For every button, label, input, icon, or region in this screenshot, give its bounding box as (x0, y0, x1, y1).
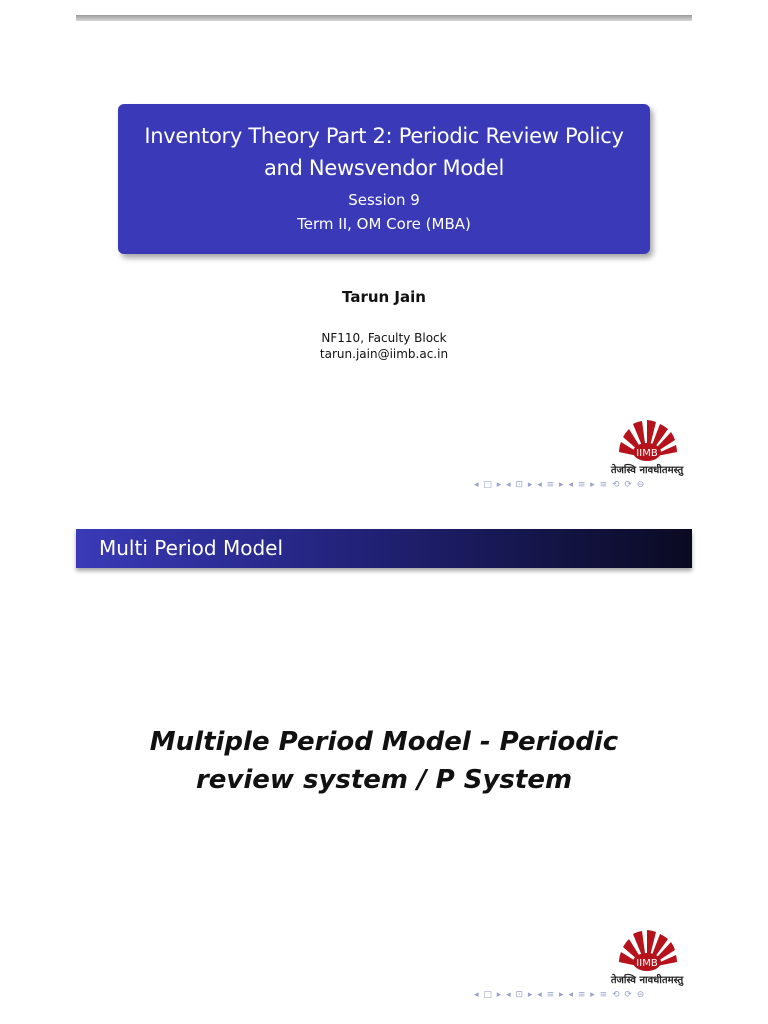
iimb-logo (607, 412, 687, 476)
section-heading-line2: review system / P System (195, 765, 573, 795)
beamer-navigation[interactable]: ◂ □ ▸ ◂ ⊡ ▸ ◂ ≡ ▸ ◂ ≡ ▸ ≡ ⟲ ⟳ ⊖ (474, 480, 646, 490)
title-block (118, 104, 650, 254)
author-office: NF110, Faculty Block (321, 331, 447, 345)
beamer-navigation[interactable]: ◂ □ ▸ ◂ ⊡ ▸ ◂ ≡ ▸ ◂ ≡ ▸ ≡ ⟲ ⟳ ⊖ (474, 990, 646, 1000)
logo-text: IIMB (636, 958, 658, 969)
logo-text: IIMB (636, 448, 658, 459)
frame-title-bar (76, 529, 692, 568)
slide-title-line2: and Newsvendor Model (263, 156, 505, 180)
section-heading-line1: Multiple Period Model - Periodic (149, 727, 619, 757)
iimb-logo (607, 922, 687, 986)
term-label: Term II, OM Core (MBA) (297, 215, 471, 233)
logo-tagline: तेजस्वि नावधीतमस्तु (610, 465, 684, 476)
section-heading (76, 723, 692, 799)
slide-title-line1: Inventory Theory Part 2: Periodic Review Policy (144, 124, 624, 148)
iimb-logo-icon (607, 412, 687, 464)
author-name: Tarun Jain (342, 288, 426, 306)
session-label: Session 9 (348, 191, 420, 209)
author-email[interactable]: tarun.jain@iimb.ac.in (319, 347, 449, 361)
iimb-logo-icon (607, 922, 687, 974)
slide-title (118, 120, 650, 184)
logo-tagline: तेजस्वि नावधीतमस्तु (610, 975, 684, 986)
top-rule (76, 15, 692, 21)
frame-title: Multi Period Model (99, 536, 284, 560)
